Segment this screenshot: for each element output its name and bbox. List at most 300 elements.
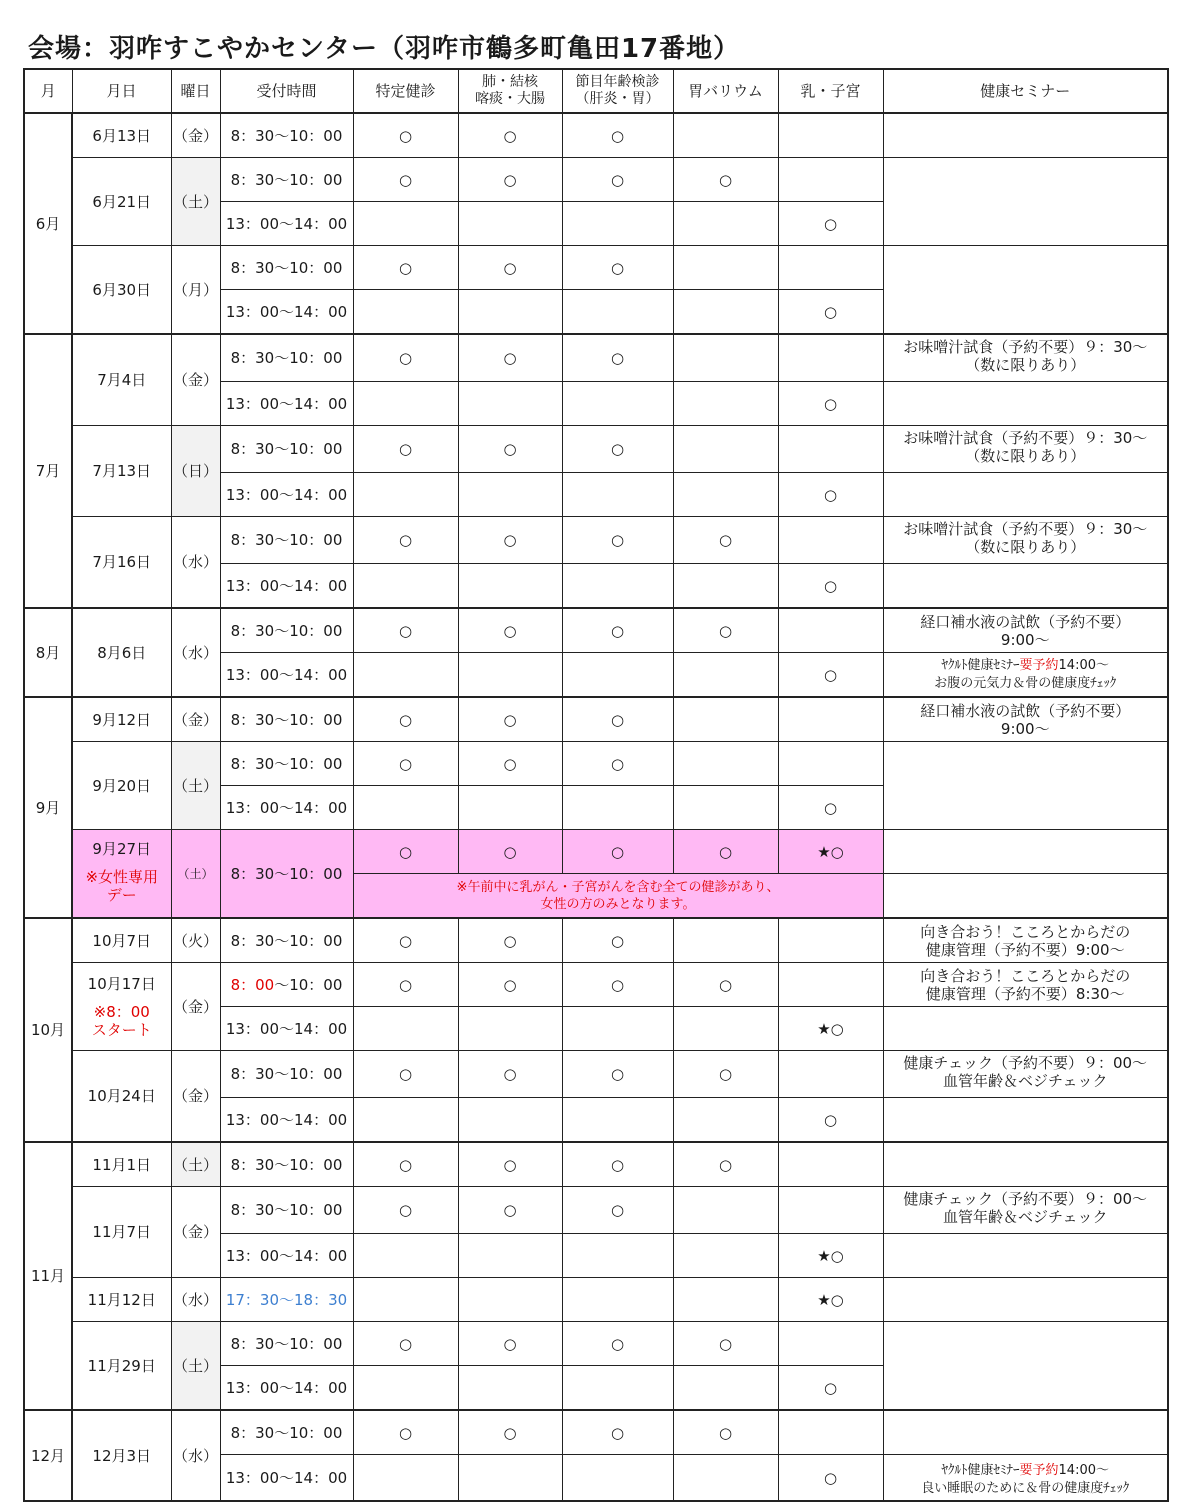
mark-cell: [673, 426, 778, 473]
seminar-cell: [883, 1098, 1168, 1143]
mark-cell: ○: [458, 830, 562, 874]
mark-cell: [673, 1234, 778, 1278]
seminar-cell: [883, 653, 1168, 698]
mark-cell: [562, 473, 673, 517]
mark-cell: ★○: [778, 1278, 883, 1322]
row-1107-am: [24, 1187, 1168, 1234]
time-cell: 8：30～10：00: [220, 742, 353, 786]
time-cell: 8：30～10：00: [220, 113, 353, 158]
dow-cell: （水）: [171, 608, 220, 697]
date-cell: 11月1日: [72, 1142, 171, 1187]
mark-cell: [778, 334, 883, 382]
women-only-note: [353, 874, 883, 919]
header-date: 月日: [72, 69, 171, 113]
mark-cell: ○: [458, 246, 562, 290]
row-1007: [24, 918, 1168, 963]
seminar-cell: [883, 742, 1168, 830]
time-cell: 13：00～14：00: [220, 653, 353, 698]
mark-cell: [673, 290, 778, 335]
time-cell: 13：00～14：00: [220, 473, 353, 517]
date-cell-women-day: [72, 830, 171, 919]
row-1024-am: [24, 1051, 1168, 1098]
seminar-miso-line1: お味噌汁試食（予約不要）９：30～: [903, 429, 1148, 447]
seminar-oral-line1: 経口補水液の試飲（予約不要）: [920, 612, 1131, 631]
mark-cell: ○: [562, 608, 673, 653]
seminar-cell: [883, 1051, 1168, 1098]
time-cell: 8：30～10：00: [220, 426, 353, 473]
seminar-mukiai-line2: 健康管理（予約不要）9:00～: [925, 940, 1125, 959]
mark-cell: [673, 1187, 778, 1234]
time-cell: 13：00～14：00: [220, 1007, 353, 1051]
mark-cell: [673, 334, 778, 382]
mark-cell: [778, 918, 883, 963]
header-time: 受付時間: [220, 69, 353, 113]
dow-cell: （金）: [171, 697, 220, 742]
time-start-red: 8：00: [230, 975, 275, 994]
mark-cell: [778, 158, 883, 202]
mark-cell: [778, 1322, 883, 1366]
mark-cell: [778, 697, 883, 742]
mark-cell: ○: [353, 1187, 458, 1234]
header-row: [24, 69, 1168, 113]
mark-cell: [562, 290, 673, 335]
date-cell: [72, 963, 171, 1051]
header-month: 月: [24, 69, 72, 113]
dow-cell: （土）: [171, 1322, 220, 1411]
mark-cell: ○: [778, 202, 883, 246]
mark-cell: ○: [458, 697, 562, 742]
mark-cell: ★○: [778, 830, 883, 874]
seminar-oral-line2: 9:00～: [1000, 719, 1050, 738]
row-0912: [24, 697, 1168, 742]
seminar-cell: [883, 830, 1168, 874]
date-cell: 11月29日: [72, 1322, 171, 1411]
seminar-cell: [883, 963, 1168, 1007]
row-1129-am: [24, 1322, 1168, 1366]
month-october: 10月: [24, 918, 72, 1142]
mark-cell: [778, 742, 883, 786]
mark-cell: ○: [353, 1051, 458, 1098]
mark-cell: [673, 653, 778, 698]
time-cell: 8：30～10：00: [220, 1322, 353, 1366]
mark-cell: ○: [353, 1410, 458, 1455]
mark-cell: ○: [353, 113, 458, 158]
seminar-cell: [883, 158, 1168, 246]
time-cell: 13：00～14：00: [220, 290, 353, 335]
mark-cell: ○: [673, 1322, 778, 1366]
header-tokutei: 特定健診: [353, 69, 458, 113]
date-cell: 8月6日: [72, 608, 171, 697]
mark-cell: ○: [562, 113, 673, 158]
seminar-cell: [883, 334, 1168, 382]
month-november: 11月: [24, 1142, 72, 1410]
seminar-mukiai-line1: 向き合おう！こころとからだの: [920, 922, 1131, 941]
mark-cell: [562, 1278, 673, 1322]
mark-cell: ○: [353, 426, 458, 473]
time-cell: 8：30～10：00: [220, 1051, 353, 1098]
seminar-cell: [883, 697, 1168, 742]
seminar-mukiai-line2: 健康管理（予約不要）8:30～: [925, 984, 1125, 1003]
mark-cell: ○: [353, 1142, 458, 1187]
header-barium: 胃バリウム: [673, 69, 778, 113]
mark-cell: [562, 786, 673, 830]
mark-cell: [562, 382, 673, 426]
time-cell: 8：30～10：00: [220, 1410, 353, 1455]
date-cell: 11月7日: [72, 1187, 171, 1278]
date-cell: 10月7日: [72, 918, 171, 963]
seminar-cell: [883, 564, 1168, 609]
mark-cell: ○: [562, 742, 673, 786]
seminar-mukiai-line1: 向き合おう！こころとからだの: [920, 966, 1131, 985]
mark-cell: [562, 1366, 673, 1411]
women-only-note-line2: 女性の方のみとなります。: [540, 896, 696, 912]
seminar-cell: [883, 1234, 1168, 1278]
mark-cell: [353, 1098, 458, 1143]
mark-cell: ○: [562, 1322, 673, 1366]
mark-cell: ○: [562, 830, 673, 874]
dow-cell: （月）: [171, 246, 220, 335]
time-cell: 13：00～14：00: [220, 382, 353, 426]
mark-cell: [673, 473, 778, 517]
mark-cell: ○: [778, 1455, 883, 1502]
time-end: ～10：00: [274, 975, 343, 994]
mark-cell: ○: [778, 1366, 883, 1411]
start8-note-line2: スタート: [91, 1021, 152, 1039]
yakult-label: ﾔｸﾙﾄ健康ｾﾐﾅｰ: [941, 657, 1020, 673]
mark-cell: ○: [353, 963, 458, 1007]
mark-cell: ○: [778, 564, 883, 609]
mark-cell: ○: [458, 1051, 562, 1098]
mark-cell: ○: [353, 158, 458, 202]
seminar-cell: [883, 382, 1168, 426]
mark-cell: ○: [458, 517, 562, 564]
mark-cell: ○: [458, 158, 562, 202]
mark-cell: [673, 202, 778, 246]
date-cell: 7月13日: [72, 426, 171, 517]
row-0927-top: [24, 830, 1168, 874]
header-breast: 乳・子宮: [778, 69, 883, 113]
mark-cell: [353, 564, 458, 609]
seminar-cell: [883, 113, 1168, 158]
mark-cell: [458, 1007, 562, 1051]
seminar-cell: [883, 473, 1168, 517]
month-july: 7月: [24, 334, 72, 608]
mark-cell: ○: [458, 963, 562, 1007]
seminar-miso-line1: お味噌汁試食（予約不要）９：30～: [903, 338, 1148, 356]
month-june: 6月: [24, 113, 72, 334]
mark-cell: ○: [458, 608, 562, 653]
row-0716-am: [24, 517, 1168, 564]
date-cell: 6月30日: [72, 246, 171, 335]
mark-cell: ○: [353, 1322, 458, 1366]
seminar-miso-line1: お味噌汁試食（予約不要）９：30～: [903, 520, 1148, 538]
mark-cell: [353, 1234, 458, 1278]
mark-cell: [778, 963, 883, 1007]
dow-cell: （土）: [171, 742, 220, 830]
mark-cell: [562, 1098, 673, 1143]
reservation-required: 要予約: [1019, 657, 1059, 673]
mark-cell: ○: [458, 1142, 562, 1187]
mark-cell: [778, 1051, 883, 1098]
time-cell: 13：00～14：00: [220, 564, 353, 609]
dow-cell: （土）: [171, 830, 220, 919]
mark-cell: ○: [562, 246, 673, 290]
dow-cell: （日）: [171, 426, 220, 517]
mark-cell: [673, 742, 778, 786]
seminar-cell: [883, 1187, 1168, 1234]
women-day-note-line2: デー: [106, 886, 137, 904]
mark-cell: ○: [353, 830, 458, 874]
mark-cell: ○: [562, 334, 673, 382]
mark-cell: [458, 1455, 562, 1502]
mark-cell: [562, 202, 673, 246]
seminar-yakult-line1: [884, 657, 1168, 675]
mark-cell: ○: [562, 1142, 673, 1187]
mark-cell: [353, 290, 458, 335]
mark-cell: [353, 473, 458, 517]
row-1017-am: [24, 963, 1168, 1007]
mark-cell: ○: [353, 608, 458, 653]
mark-cell: ○: [353, 742, 458, 786]
dow-cell: （土）: [171, 158, 220, 246]
mark-cell: [458, 202, 562, 246]
time-cell: 13：00～14：00: [220, 202, 353, 246]
mark-cell: [458, 1278, 562, 1322]
seminar-cell: [883, 426, 1168, 473]
mark-cell: [458, 1366, 562, 1411]
seminar-cell: [883, 1142, 1168, 1187]
seminar-miso-line2: （数に限りあり）: [965, 356, 1086, 374]
yakult-label: ﾔｸﾙﾄ健康ｾﾐﾅｰ: [941, 1463, 1020, 1478]
header-dow: 曜日: [171, 69, 220, 113]
seminar-cell: [883, 1322, 1168, 1411]
yakult-time: 14:00～: [1058, 1463, 1109, 1478]
date-0927: 9月27日: [92, 840, 152, 858]
mark-cell: [353, 786, 458, 830]
time-cell-evening: 17：30～18：30: [220, 1278, 353, 1322]
mark-cell: ○: [673, 517, 778, 564]
time-cell: 8：30～10：00: [220, 158, 353, 202]
seminar-cell: [883, 874, 1168, 919]
mark-cell: [458, 1234, 562, 1278]
mark-cell: [562, 1455, 673, 1502]
date-cell: 7月16日: [72, 517, 171, 609]
date-cell: 11月12日: [72, 1278, 171, 1322]
dow-cell: （金）: [171, 1051, 220, 1143]
start8-note-line1: ※8：00: [93, 1003, 150, 1021]
mark-cell: [778, 113, 883, 158]
mark-cell: [353, 382, 458, 426]
seminar-check-line2: 血管年齢＆ベジチェック: [942, 1208, 1108, 1226]
seminar-cell: [883, 918, 1168, 963]
header-seminar: 健康セミナー: [883, 69, 1168, 113]
date-cell: 7月4日: [72, 334, 171, 426]
seminar-cell: [883, 608, 1168, 653]
mark-cell: ○: [778, 653, 883, 698]
mark-cell: ○: [353, 246, 458, 290]
row-1112: [24, 1278, 1168, 1322]
mark-cell: [562, 653, 673, 698]
time-cell: 8：30～10：00: [220, 1187, 353, 1234]
mark-cell: ○: [458, 113, 562, 158]
mark-cell: ○: [562, 1187, 673, 1234]
mark-cell: [778, 1187, 883, 1234]
time-cell: 8：30～10：00: [220, 608, 353, 653]
row-0713-am: [24, 426, 1168, 473]
mark-cell: ○: [562, 517, 673, 564]
mark-cell: ○: [778, 473, 883, 517]
time-cell: 8：30～10：00: [220, 517, 353, 564]
time-cell: 8：30～10：00: [220, 334, 353, 382]
mark-cell: [458, 382, 562, 426]
mark-cell: [673, 1007, 778, 1051]
mark-cell: ○: [778, 1098, 883, 1143]
mark-cell: [778, 1410, 883, 1455]
page-title: 会場：羽咋すこやかセンター（羽咋市鶴多町亀田17番地）: [28, 34, 741, 64]
date-cell: 6月21日: [72, 158, 171, 246]
header-lung: 肺・結核 喀痰・大腸: [458, 69, 562, 113]
dow-cell: （土）: [171, 1142, 220, 1187]
mark-cell: ★○: [778, 1007, 883, 1051]
mark-cell: ○: [458, 1410, 562, 1455]
row-0613: [24, 113, 1168, 158]
mark-cell: ○: [673, 608, 778, 653]
time-cell: 13：00～14：00: [220, 786, 353, 830]
mark-cell: [458, 653, 562, 698]
mark-cell: [562, 1234, 673, 1278]
mark-cell: [778, 1142, 883, 1187]
date-cell: 9月20日: [72, 742, 171, 830]
mark-cell: ○: [562, 963, 673, 1007]
mark-cell: ○: [673, 1051, 778, 1098]
seminar-cell: [883, 1455, 1168, 1502]
seminar-check-line1: 健康チェック（予約不要）９：00～: [903, 1190, 1148, 1208]
mark-cell: [673, 697, 778, 742]
date-cell: 9月12日: [72, 697, 171, 742]
mark-cell: [778, 517, 883, 564]
mark-cell: ○: [458, 1187, 562, 1234]
row-0704-am: [24, 334, 1168, 382]
seminar-yakult-line1: [884, 1462, 1168, 1480]
mark-cell: [353, 653, 458, 698]
mark-cell: ○: [458, 918, 562, 963]
mark-cell: [353, 1007, 458, 1051]
mark-cell: ○: [673, 963, 778, 1007]
mark-cell: ○: [673, 830, 778, 874]
mark-cell: ○: [778, 290, 883, 335]
time-cell: 13：00～14：00: [220, 1455, 353, 1502]
mark-cell: ○: [673, 158, 778, 202]
date-cell: 12月3日: [72, 1410, 171, 1501]
yakult-time: 14:00～: [1058, 657, 1109, 673]
date-cell: 10月24日: [72, 1051, 171, 1143]
seminar-check-line2: 血管年齢＆ベジチェック: [942, 1072, 1108, 1090]
mark-cell: [673, 786, 778, 830]
mark-cell: ○: [353, 697, 458, 742]
mark-cell: ○: [353, 517, 458, 564]
dow-cell: （金）: [171, 113, 220, 158]
seminar-cell: [883, 1007, 1168, 1051]
mark-cell: [353, 202, 458, 246]
reservation-required: 要予約: [1019, 1463, 1059, 1478]
mark-cell: ○: [353, 918, 458, 963]
dow-cell: （金）: [171, 334, 220, 426]
mark-cell: [353, 1455, 458, 1502]
seminar-cell: [883, 1410, 1168, 1455]
mark-cell: ★○: [778, 1234, 883, 1278]
row-0920-am: [24, 742, 1168, 786]
time-cell: 8：30～10：00: [220, 246, 353, 290]
mark-cell: ○: [562, 158, 673, 202]
seminar-cell: [883, 1278, 1168, 1322]
schedule-table: [23, 68, 1169, 1502]
seminar-cell: [883, 246, 1168, 335]
mark-cell: [673, 1366, 778, 1411]
time-cell: [220, 963, 353, 1007]
mark-cell: [673, 1098, 778, 1143]
mark-cell: ○: [353, 334, 458, 382]
mark-cell: ○: [458, 334, 562, 382]
dow-cell: （水）: [171, 1410, 220, 1501]
dow-cell: （水）: [171, 1278, 220, 1322]
mark-cell: ○: [673, 1142, 778, 1187]
women-only-note-line1: ※午前中に乳がん・子宮がんを含む全ての健診があり、: [456, 879, 780, 895]
mark-cell: ○: [458, 426, 562, 473]
time-cell: 8：30～10：00: [220, 918, 353, 963]
time-cell: 13：00～14：00: [220, 1234, 353, 1278]
mark-cell: ○: [562, 1051, 673, 1098]
mark-cell: [562, 564, 673, 609]
month-december: 12月: [24, 1410, 72, 1501]
mark-cell: [458, 786, 562, 830]
row-0806-am: [24, 608, 1168, 653]
mark-cell: ○: [562, 426, 673, 473]
row-0630-am: [24, 246, 1168, 290]
mark-cell: ○: [458, 1322, 562, 1366]
mark-cell: [458, 564, 562, 609]
dow-cell: （金）: [171, 1187, 220, 1278]
mark-cell: ○: [562, 918, 673, 963]
row-1101: [24, 1142, 1168, 1187]
dow-cell: （火）: [171, 918, 220, 963]
month-august: 8月: [24, 608, 72, 697]
seminar-yakult-line2: 良い睡眠のために＆骨の健康度ﾁｪｯｸ: [921, 1481, 1130, 1496]
mark-cell: [673, 113, 778, 158]
mark-cell: [353, 1366, 458, 1411]
mark-cell: ○: [458, 742, 562, 786]
dow-cell: （水）: [171, 517, 220, 609]
mark-cell: ○: [778, 382, 883, 426]
mark-cell: [778, 426, 883, 473]
time-cell: 8：30～10：00: [220, 1142, 353, 1187]
seminar-miso-line2: （数に限りあり）: [965, 538, 1086, 556]
mark-cell: ○: [778, 786, 883, 830]
mark-cell: ○: [673, 1410, 778, 1455]
date-1017: 10月17日: [87, 975, 156, 993]
header-fushime: 節目年齢検診 （肝炎・胃）: [562, 69, 673, 113]
mark-cell: [562, 1007, 673, 1051]
seminar-yakult-line2: お腹の元気力＆骨の健康度ﾁｪｯｸ: [934, 675, 1117, 691]
time-cell: 13：00～14：00: [220, 1366, 353, 1411]
mark-cell: [673, 1278, 778, 1322]
date-cell: 6月13日: [72, 113, 171, 158]
month-september: 9月: [24, 697, 72, 918]
time-cell: 8：30～10：00: [220, 830, 353, 919]
mark-cell: ○: [562, 697, 673, 742]
row-0621-am: [24, 158, 1168, 202]
mark-cell: [673, 246, 778, 290]
seminar-cell: [883, 517, 1168, 564]
